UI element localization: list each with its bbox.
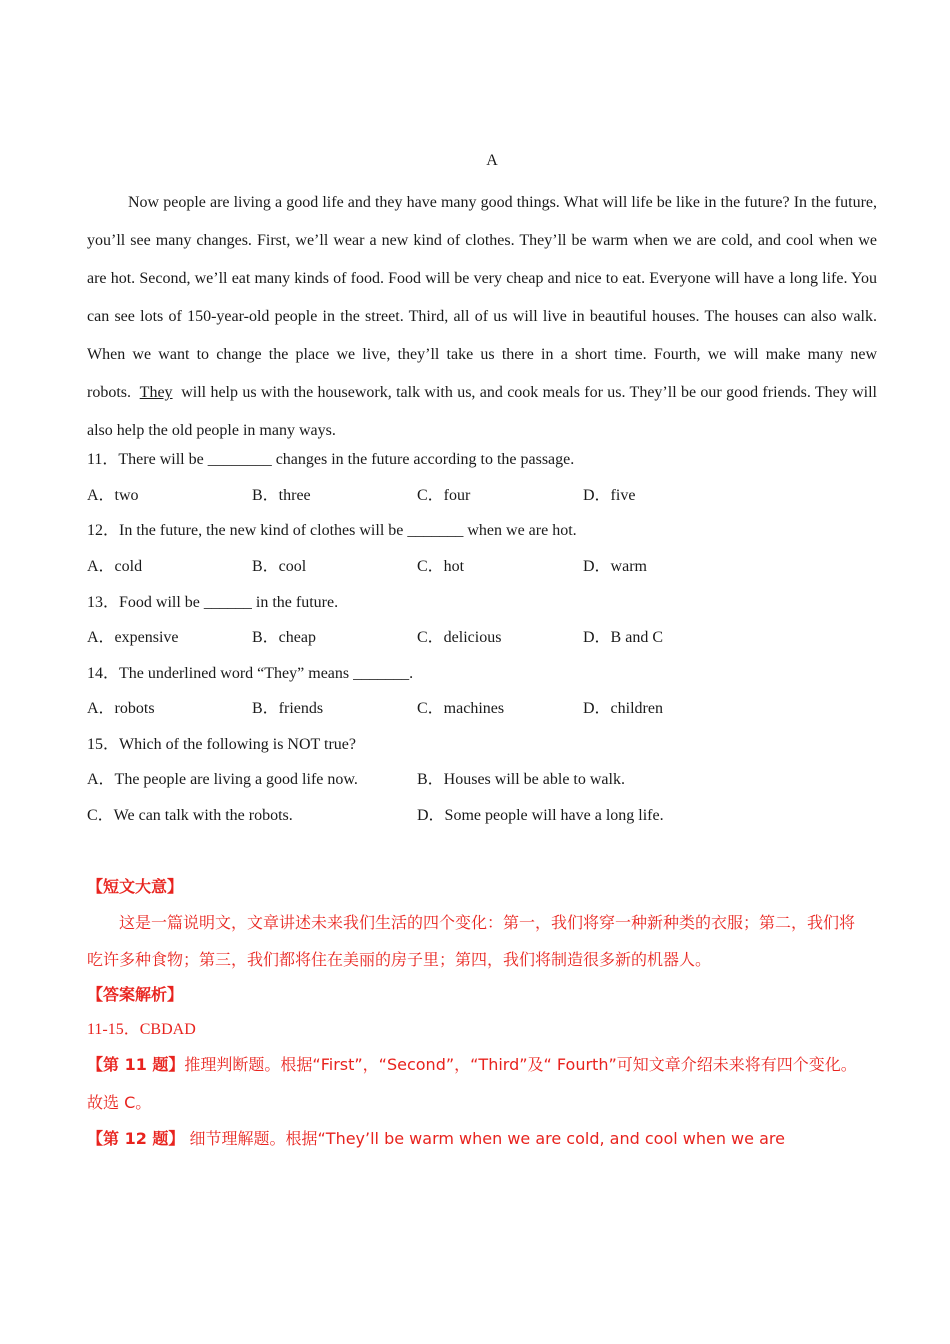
q13-option-c: C．delicious [417,629,502,646]
answer-key: 11-15．CBDAD [87,1021,196,1038]
q12-analysis [87,1129,785,1150]
q12-option-c: C．hot [417,558,465,575]
q14-option-d: D．children [583,700,663,717]
q14-option-a: A．robots [87,700,155,717]
q11-analysis-tag: 【第 11 题】 [87,1055,185,1074]
question-13-stem: 13．Food will be ______ in the future. [87,594,339,611]
reading-passage [87,184,877,450]
passage-text-after: will help us with the housework, talk with us, and cook meals for us. They’ll be our good friends. They will also help the old people in many ways. [87,384,878,439]
q12-option-d: D．warm [583,558,647,575]
question-14-stem: 14．The underlined word “They” means _______. [87,665,414,682]
q14-option-b: B．friends [252,700,324,717]
q11-analysis [87,1055,857,1076]
q12-option-a: A．cold [87,558,143,575]
summary-paragraph [87,904,867,978]
summary-text: 这是一篇说明文，文章讲述未来我们生活的四个变化：第一，我们将穿一种新种类的衣服；第二，我们将吃许多种食物；第三，我们都将住在美丽的房子里；第四，我们将制造很多新的机器人。 [87,913,856,969]
q15-option-a: A．The people are living a good life now. [87,771,358,788]
q15-option-b: B．Houses will be able to walk. [417,771,625,788]
answers-heading: 【答案解析】 [87,985,184,1004]
q13-option-b: B．cheap [252,629,316,646]
q13-option-d: D．B and C [583,629,664,646]
question-12-stem: 12．In the future, the new kind of clothes will be _______ when we are hot. [87,522,577,539]
q11-conclusion-text: 故选 C。 [87,1093,152,1112]
q11-conclusion [87,1093,151,1114]
q11-option-c: C．four [417,487,471,504]
q11-option-b: B．three [252,487,311,504]
question-15-stem: 15．Which of the following is NOT true? [87,736,356,753]
underlined-word: They [139,384,173,401]
q11-option-d: D．five [583,487,636,504]
q15-option-d: D．Some people will have a long life. [417,807,664,824]
summary-heading: 【短文大意】 [87,877,184,896]
q12-option-b: B．cool [252,558,307,575]
q12-analysis-text: 细节理解题。根据“They’ll be warm when we are cold, and cool when we are [184,1129,785,1148]
q12-analysis-tag: 【第 12 题】 [87,1129,185,1148]
question-11-stem: 11．There will be ________ changes in the future according to the passage. [87,451,575,468]
q15-option-c: C．We can talk with the robots. [87,807,293,824]
q14-option-c: C．machines [417,700,505,717]
passage-text-before: Now people are living a good life and they have many good things. What will life be like in the future? In the future, you’ll see many changes. First, we’ll wear a new kind of clothes. They’ll be warm when we are cold, and cool when we are hot. Second, we’ll eat many kinds of food. Food will be very cheap and nice to eat. Everyone will have a long life. You can see lots of 150-year-old people in the street. Third, all of us will live in beautiful houses. The houses can also walk. When we want to change the place we live, they’ll take us there in a short time. Fourth, we will make many new robots. [87,194,877,401]
q11-analysis-text: 推理判断题。根据“First”，“Second”，“Third”及“ Fourth”可知文章介绍未来将有四个变化。 [184,1055,857,1074]
q11-option-a: A．two [87,487,139,504]
q13-option-a: A．expensive [87,629,179,646]
passage-label: A [486,152,498,169]
